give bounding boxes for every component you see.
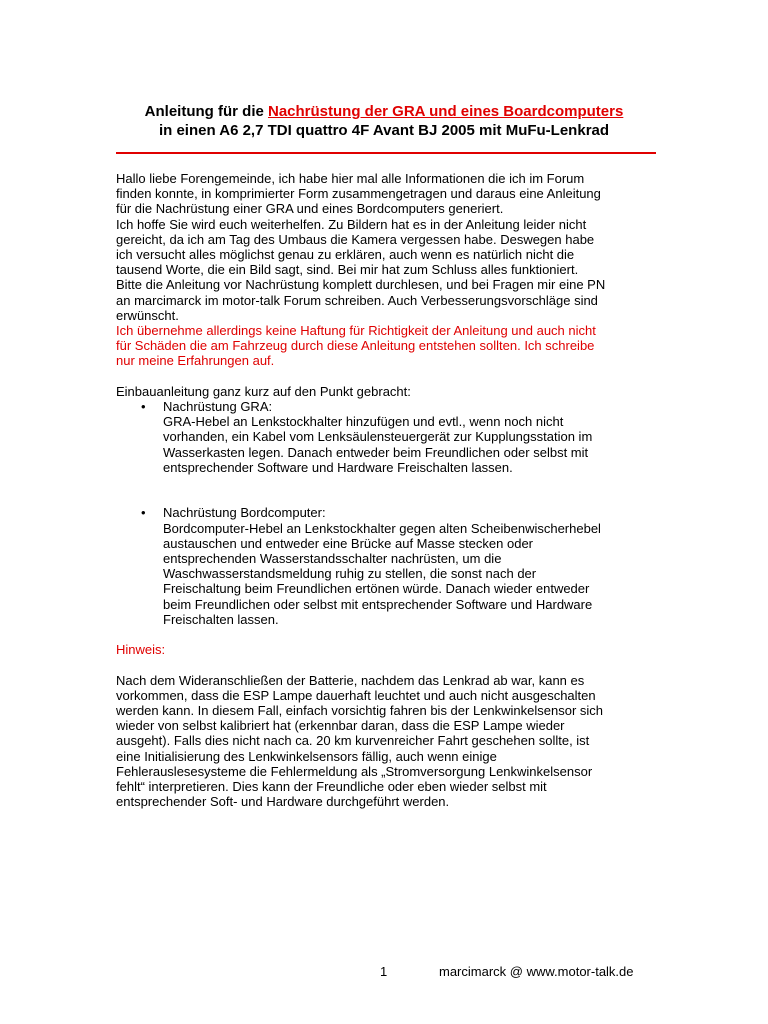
bullet-line: Waschwasserstandsmeldung ruhig zu stellen, die sonst nach der (163, 566, 537, 582)
hint-heading: Hinweis: (116, 642, 166, 658)
title-highlight: Nachrüstung der GRA und eines Boardcomputers (268, 103, 624, 120)
disclaimer-line: für Schäden die am Fahrzeug durch diese Anleitung entstehen sollten. Ich schreibe (116, 338, 595, 354)
bullet-line: entsprechender Software und Hardware Freischalten lassen. (163, 459, 513, 475)
intro-line: Ich hoffe Sie wird euch weiterhelfen. Zu Bildern hat es in der Anleitung leider nicht (116, 216, 587, 232)
title-divider (116, 152, 656, 154)
document-body (116, 171, 662, 809)
bullet-line: austauschen und entweder eine Brücke auf Masse stecken oder (163, 535, 534, 551)
hint-paragraph (116, 673, 662, 810)
bullet-line: beim Freundlichen oder selbst mit entsprechender Software und Hardware (163, 596, 593, 612)
title-prefix: Anleitung für die (144, 103, 268, 120)
intro-line: Bitte die Anleitung vor Nachrüstung komplett durchlesen, und bei Fragen mir eine PN (116, 277, 606, 293)
bullet-line: Freischalten lassen. (163, 611, 279, 627)
paragraph-gap (116, 657, 662, 672)
intro-paragraph (116, 171, 662, 323)
bullet-line: GRA-Hebel an Lenkstockhalter hinzufügen und evtl., wenn noch nicht (163, 414, 564, 430)
hint-line: ausgeht). Falls dies nicht nach ca. 20 km kurvenreicher Fahrt geschehen sollte, ist (116, 733, 590, 749)
disclaimer-paragraph (116, 323, 662, 369)
hint-line: eine Initialisierung des Lenkwinkelsensors fällig, auch wenn einige (116, 748, 497, 764)
hint-line: entsprechender Soft- und Hardware durchgeführt werden. (116, 794, 450, 810)
paragraph-gap (116, 369, 662, 384)
hint-line: werden kann. In diesem Fall, einfach vorsichtig fahren bis der Lenkwinkelsensor sich (116, 703, 604, 719)
title-line-2: in einen A6 2,7 TDI quattro 4F Avant BJ 2005 mit MuFu-Lenkrad (158, 122, 610, 139)
bullet-item-gra (116, 399, 662, 475)
bullet-gap (116, 490, 662, 505)
summary-bullet-list (116, 399, 662, 627)
hint-line: vorkommen, dass die ESP Lampe dauerhaft leuchtet und auch nicht ausgeschalten (116, 687, 596, 703)
hint-line: wieder von selbst kalibriert hat (erkennbar daran, dass die ESP Lampe wieder (116, 718, 565, 734)
hint-line: Nach dem Wideranschließen der Batterie, nachdem das Lenkrad ab war, kann es (116, 672, 585, 688)
bullet-line: Wasserkasten legen. Danach entweder beim Freundlichen oder selbst mit (163, 444, 589, 460)
intro-line: gereicht, da ich am Tag des Umbaus die Kamera vergessen habe. Deswegen habe (116, 231, 595, 247)
disclaimer-line: Ich übernehme allerdings keine Haftung für Richtigkeit der Anleitung und auch nicht (116, 323, 596, 339)
intro-line: für die Nachrüstung einer GRA und eines Bordcomputers generiert. (116, 201, 504, 217)
intro-line: finden konnte, in komprimierter Form zusammengetragen und daraus eine Anleitung (116, 186, 601, 202)
disclaimer-line: nur meine Erfahrungen auf. (116, 353, 275, 369)
intro-line: tausend Worte, die ein Bild sagt, sind. Bei mir hat zum Schluss alles funktioniert. (116, 262, 579, 278)
bullet-marker: • (141, 399, 146, 415)
bullet-item-bordcomputer (116, 505, 662, 627)
hint-line: fehlt“ interpretieren. Dies kann der Freundliche oder eben wieder selbst mit (116, 779, 547, 795)
intro-line: Hallo liebe Forengemeinde, ich habe hier mal alle Informationen die ich im Forum (116, 171, 585, 186)
page-number: 1 (380, 964, 388, 979)
bullet-line: entsprechenden Wasserstandsschalter nachrüsten, um die (163, 551, 502, 567)
bullet-marker: • (141, 505, 146, 521)
bullet-heading: Nachrüstung Bordcomputer: (163, 505, 326, 521)
paragraph-gap (116, 627, 662, 642)
title-line-1 (90, 102, 678, 121)
intro-line: erwünscht. (116, 307, 179, 323)
hint-line: Fehlerauslesesysteme die Fehlermeldung als „Stromversorgung Lenkwinkelsensor (116, 763, 593, 779)
bullet-heading: Nachrüstung GRA: (163, 399, 273, 415)
bullet-line: vorhanden, ein Kabel vom Lenksäulensteuergerät zur Kupplungsstation im (163, 429, 593, 445)
bullet-gap (116, 475, 662, 490)
intro-line: ich versucht alles möglichst genau zu erklären, auch wenn es natürlich nicht die (116, 247, 575, 263)
bullet-line: Freischaltung beim Freundlichen ertönen würde. Danach wieder entweder (163, 581, 590, 597)
intro-line: an marcimarck im motor-talk Forum schreiben. Auch Verbesserungsvorschläge sind (116, 292, 598, 308)
document-title (90, 102, 678, 140)
summary-heading: Einbauanleitung ganz kurz auf den Punkt gebracht: (116, 383, 411, 399)
footer-credit: marcimarck @ www.motor-talk.de (439, 964, 634, 979)
bullet-line: Bordcomputer-Hebel an Lenkstockhalter gegen alten Scheibenwischerhebel (163, 520, 601, 536)
